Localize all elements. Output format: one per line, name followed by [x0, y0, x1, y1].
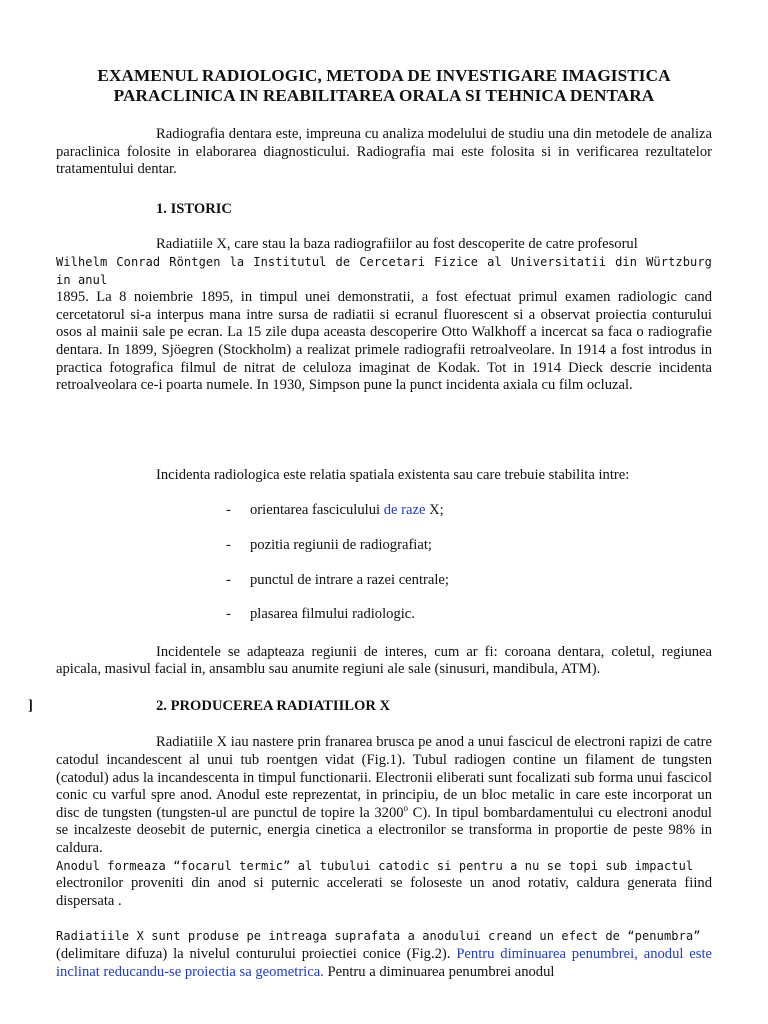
- list-dash: -: [226, 536, 231, 553]
- list-dash: -: [226, 606, 231, 623]
- intro-paragraph: Radiografia dentara este, impreuna cu analiza modelului de studiu una din metodele de analiza paraclinica folosite in elaborarea diagnosticului. Radiografia mai este folosita si in verificarea rezultatelor tratamentului dentar.: [56, 126, 712, 178]
- list-item: [56, 606, 712, 624]
- producere-paragraph-1: [56, 734, 712, 910]
- penumbra-text-a: (delimitare difuza) la nivelul conturului proiectiei conice (Fig.2).: [56, 946, 451, 962]
- istoric-line-a: Radiatiile X, care stau la baza radiografiilor au fost descoperite de catre profesorul: [156, 236, 638, 253]
- list-item: [56, 572, 712, 590]
- degree-superscript: o: [403, 802, 409, 813]
- incidence-list: [56, 502, 712, 623]
- producere-paragraph-2: [56, 928, 712, 981]
- list-item: [56, 502, 712, 520]
- penumbra-text-b: Pentru a diminuarea penumbrei anodul: [323, 963, 555, 980]
- penumbra-highlight-link[interactable]: Pentru diminuarea penumbrei, anodul este inclinat reducandu-se proiectia sa geometrica.: [56, 946, 712, 980]
- list-item-text: pozitia regiunii de radiografiat;: [250, 536, 432, 553]
- istoric-line-b: 1895. La 8 noiembrie 1895, in timpul unei demonstratii, a fost efectuat primul examen radiologic cand cercetatorul si-a interpus mana intre sursa de radiatii si ecranul fluorescent si a observat proiectia conturului osos al mainii sale pe ecran. La 15 zile dupa aceasta descoperire Otto Walkhoff a incercat sa faca o radiografie dentara. In 1899, Sjöegren (Stockholm) a realizat primele radiografii retroalveolare. In 1914 a fost introdus in practica fotografica filmul de nitrat de celuloza imaginat de Kodak. Tot in 1914 Dieck descrie incidenta retroalveolara ce-i poarta numele. In 1930, Simpson pune la punct incidenta axiala cu film ocluzal.: [56, 289, 712, 394]
- producere-text-b-part: C). In tipul bombardamentului cu electroni anodul se incalzeste deosebit de puternic, energia cinetica a electronilor se transforma in proportie de peste 98% in caldura.: [56, 804, 712, 857]
- list-item-text: X;: [425, 502, 444, 519]
- section-heading-istoric: 1. ISTORIC: [156, 200, 232, 217]
- list-item-text: orientarea fasciculului: [250, 502, 384, 519]
- producere-line-mono: Anodul formeaza “focarul termic” al tubului catodic si pentru a nu se topi sub impactul: [56, 858, 694, 873]
- title-line-2: PARACLINICA IN REABILITAREA ORALA SI TEHNICA DENTARA: [113, 86, 655, 105]
- producere-text-a-part: Radiatiile X iau nastere prin franarea brusca pe anod a unui fascicul de electroni rapizi de catre catodul incandescent al unui tub roentgen vidat (Fig.1). Tubul radiogen contine un filament de tungsten (catodul) adus la incandescenta in timpul functionarii. Electronii eliberati sunt focalizati sub forma unui fascicol conic cu varful spre anod. Anodul este reprezentat, in principiu, de un bloc metalic in care este incorporat un disc de tungsten (tungsten-ul are punctul de topire la 3200: [56, 734, 712, 821]
- list-item-text: plasarea filmului radiologic.: [250, 606, 415, 623]
- penumbra-text: [56, 946, 712, 981]
- section-heading-producere: [28, 697, 712, 716]
- document-title: [56, 66, 712, 106]
- penumbra-line-mono: Radiatiile X sunt produse pe intreaga suprafata a anodului creand un efect de “penumbra”: [56, 929, 701, 944]
- list-dash: -: [226, 571, 231, 588]
- producere-text-a: [56, 734, 712, 857]
- stray-bracket: ]: [28, 697, 33, 714]
- istoric-paragraph: [56, 236, 712, 394]
- link-de-raze[interactable]: de raze: [383, 502, 426, 519]
- list-dash: -: [226, 502, 231, 519]
- istoric-line-mono: Wilhelm Conrad Röntgen la Institutul de Cercetari Fizice al Universitatii din Würtzburg in anul: [56, 254, 712, 287]
- list-item-text: punctul de intrare a razei centrale;: [250, 571, 449, 588]
- producere-text-c: electronilor proveniti din anod si puternic accelerati se foloseste un anod rotativ, caldura generata fiind dispersata .: [56, 875, 712, 909]
- section-heading-text: 2. PRODUCEREA RADIATIILOR X: [156, 697, 391, 714]
- incidence-intro: Incidenta radiologica este relatia spatiala existenta sau care trebuie stabilita intre:: [156, 466, 630, 483]
- list-item: [56, 537, 712, 555]
- incidence-adapt-paragraph: Incidentele se adapteaza regiunii de interes, cum ar fi: coroana dentara, coletul, regiunea apicala, masivul facial in, ansamblu sau anumite regiuni ale sale (sinusuri, mandibula, ATM).: [56, 643, 712, 678]
- title-line-1: EXAMENUL RADIOLOGIC, METODA DE INVESTIGARE IMAGISTICA: [97, 66, 671, 85]
